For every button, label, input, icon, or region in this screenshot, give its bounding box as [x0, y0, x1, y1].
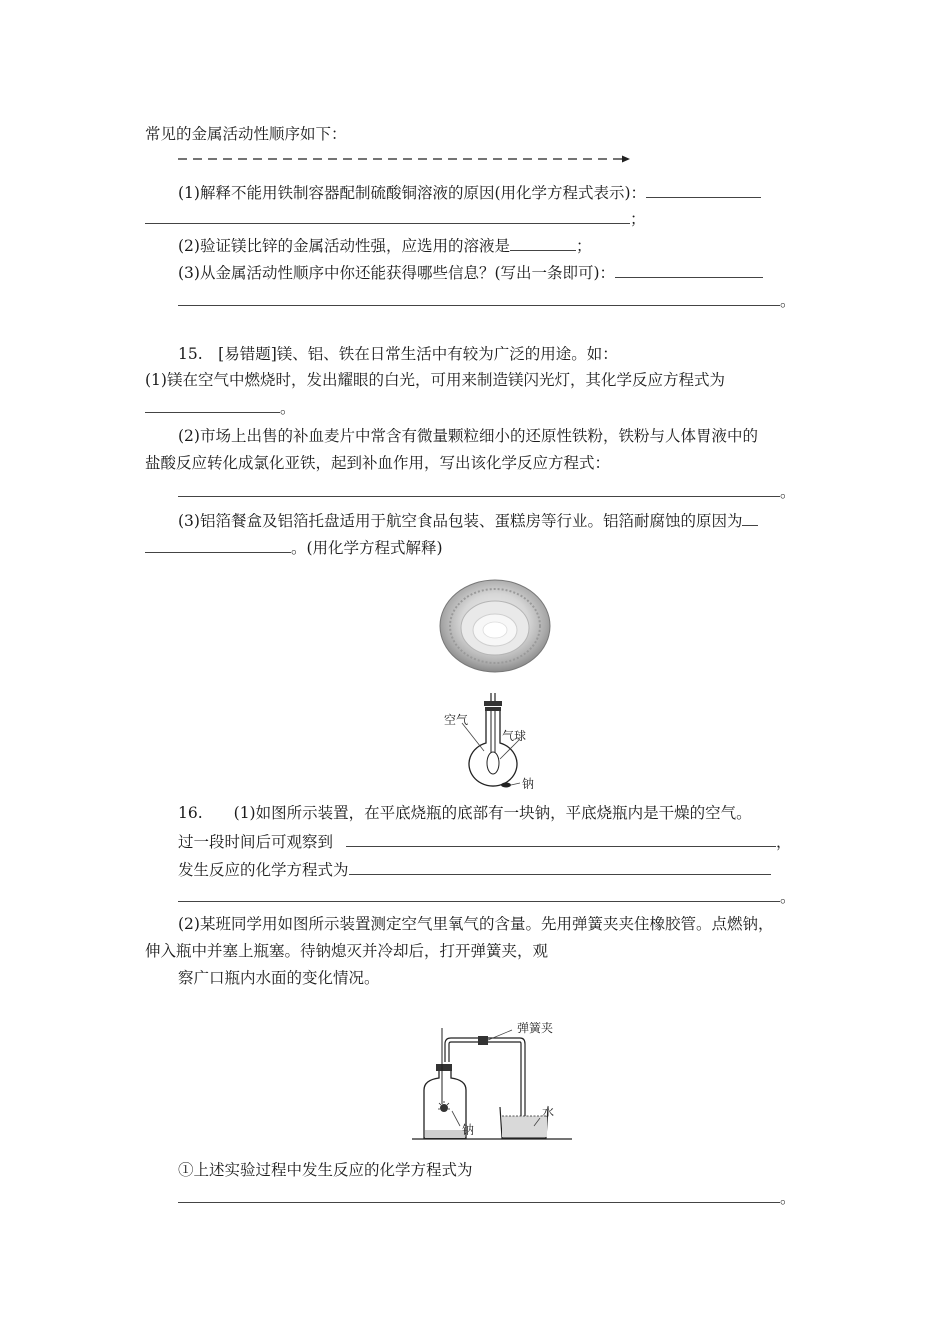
- label-balloon: 气球: [502, 729, 527, 743]
- q14-part2: [178, 235, 591, 256]
- q16-equation: [178, 859, 771, 880]
- answer-blank[interactable]: [615, 262, 763, 278]
- punct: 。: [780, 1189, 796, 1207]
- stopper: [484, 701, 502, 706]
- q14-part1: [178, 182, 761, 203]
- foil-tray-image: [438, 578, 552, 674]
- q16-equation-text: 发生反应的化学方程式为: [178, 861, 349, 879]
- label-sodium: 钠: [462, 1123, 475, 1137]
- answer-blank[interactable]: [178, 481, 780, 497]
- q15-part1: (1)镁在空气中燃烧时，发出耀眼的白光，可用来制造镁闪光灯，其化学反应方程式为: [145, 371, 725, 389]
- sodium-piece: [501, 783, 511, 788]
- q15-part3b: [145, 537, 443, 558]
- answer-blank[interactable]: [510, 235, 576, 251]
- answer-blank[interactable]: [346, 831, 776, 847]
- answer-blank[interactable]: [349, 859, 771, 875]
- burning-sodium: [440, 1104, 448, 1112]
- q14-part2-text: (2)验证镁比锌的金属活动性强，应选用的溶液是: [178, 237, 510, 255]
- stopper: [485, 707, 501, 711]
- q15-part3a-text: (3)铝箔餐盒及铝箔托盘适用于航空食品包装、蛋糕房等行业。铝箔耐腐蚀的原因为: [178, 512, 743, 530]
- q15-heading: 15. [易错题]镁、铝、铁在日常生活中有较为广泛的用途。如：: [178, 345, 618, 363]
- label-water: 水: [542, 1105, 555, 1119]
- answer-blank[interactable]: [145, 208, 630, 224]
- label-air: 空气: [444, 713, 469, 727]
- q14-part3-text: (3)从金属活动性顺序中你还能获得哪些信息？(写出一条即可)：: [178, 264, 616, 282]
- answer-blank[interactable]: [178, 290, 780, 306]
- punct: ，: [775, 833, 792, 851]
- q15-part3b-text: 。(用化学方程式解释): [291, 539, 443, 557]
- q14-part3: [178, 262, 763, 283]
- punct: ；: [575, 237, 592, 255]
- q14-part1-cont: [145, 208, 646, 229]
- q15-part1-cont: [145, 397, 296, 418]
- answer-blank[interactable]: [178, 1187, 780, 1203]
- flask-diagram: [440, 693, 548, 793]
- q14-part3-cont: [178, 290, 796, 311]
- q16-part2a: (2)某班同学用如图所示装置测定空气里氧气的含量。先用弹簧夹夹住橡胶管。点燃钠，: [178, 915, 774, 933]
- intro-text: 常见的金属活动性顺序如下：: [145, 125, 347, 143]
- q16-observe: [178, 831, 791, 852]
- activity-series-arrow: [178, 152, 630, 166]
- q16-part2b: 伸入瓶中并塞上瓶塞。待钠熄灭并冷却后，打开弹簧夹，观: [145, 942, 549, 960]
- q16-heading: 16. (1)如图所示装置，在平底烧瓶的底部有一块钠，平底烧瓶内是干燥的空气。: [178, 804, 752, 822]
- answer-blank[interactable]: [178, 886, 780, 902]
- q15-part2a: (2)市场上出售的补血麦片中常含有微量颗粒细小的还原性铁粉，铁粉与人体胃液中的: [178, 427, 758, 445]
- answer-blank[interactable]: [145, 397, 280, 413]
- q16-equation-cont: [178, 886, 796, 907]
- punct: 。: [780, 292, 796, 310]
- answer-blank[interactable]: [646, 182, 761, 198]
- q14-part1-text: (1)解释不能用铁制容器配制硫酸铜溶液的原因(用化学方程式表示)：: [178, 184, 647, 202]
- bottle-stopper: [436, 1064, 452, 1071]
- answer-blank[interactable]: [742, 510, 758, 526]
- punct: 。: [780, 483, 796, 501]
- apparatus-diagram: [412, 1022, 574, 1144]
- q16-sub1-cont: [178, 1187, 796, 1208]
- punct: ；: [630, 210, 646, 228]
- label-sodium: 钠: [522, 777, 535, 791]
- balloon: [487, 752, 499, 774]
- flat-bottom-flask: [469, 711, 517, 786]
- q16-sub1: ①上述实验过程中发生反应的化学方程式为: [178, 1161, 473, 1179]
- q15-part2-cont: [178, 481, 796, 502]
- punct: 。: [280, 399, 296, 417]
- q15-part3a: [178, 510, 758, 531]
- q15-part2b: 盐酸反应转化成氯化亚铁，起到补血作用，写出该化学反应方程式：: [145, 454, 611, 472]
- q16-observe-text: 过一段时间后可观察到: [178, 833, 334, 851]
- q16-part2c: 察广口瓶内水面的变化情况。: [178, 969, 380, 987]
- spring-clamp: [478, 1036, 488, 1045]
- punct: 。: [780, 888, 796, 906]
- answer-blank[interactable]: [145, 537, 291, 553]
- label-spring-clamp: 弹簧夹: [517, 1022, 554, 1035]
